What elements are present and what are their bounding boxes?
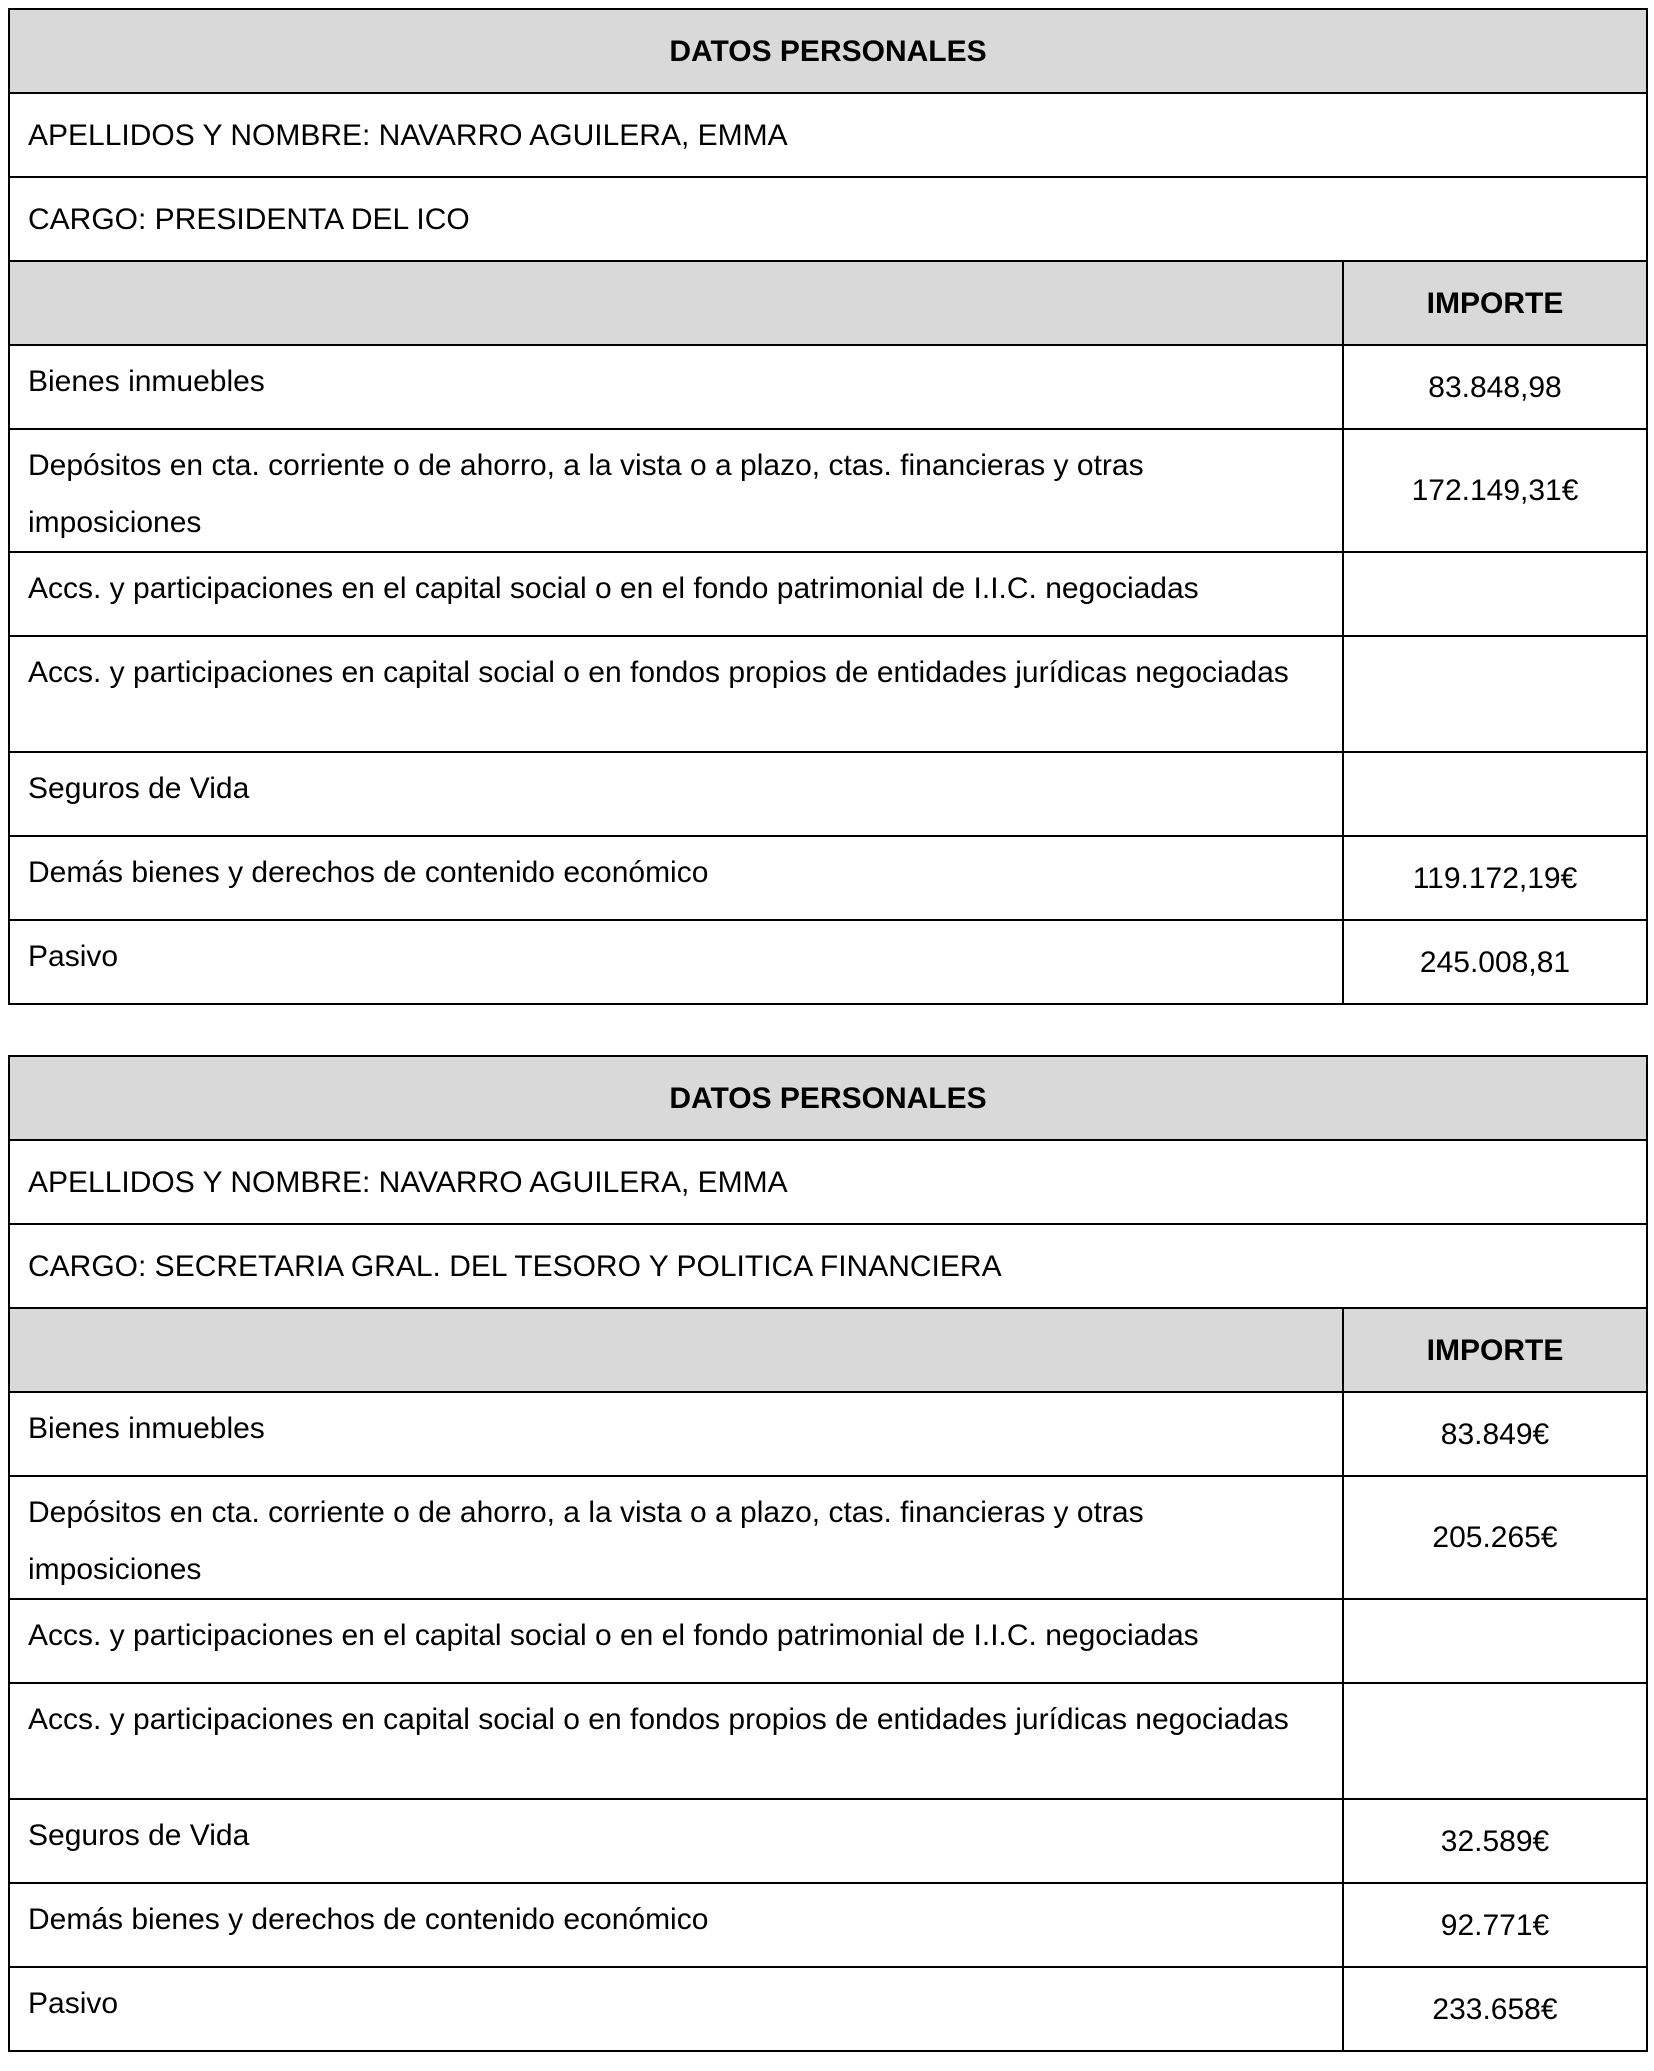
row-label: Accs. y participaciones en el capital social o en el fondo patrimonial de I.I.C. negociadas xyxy=(9,552,1343,636)
row-amount: 245.008,81 xyxy=(1343,920,1647,1004)
row-amount: 32.589€ xyxy=(1343,1799,1647,1883)
concept-column-header xyxy=(9,261,1343,345)
table-row xyxy=(9,345,1647,429)
row-label: Bienes inmuebles xyxy=(9,1392,1343,1476)
table-row xyxy=(9,1599,1647,1683)
table-row xyxy=(9,552,1647,636)
name-line: APELLIDOS Y NOMBRE: NAVARRO AGUILERA, EMMA xyxy=(9,1140,1647,1224)
row-amount: 205.265€ xyxy=(1343,1476,1647,1599)
table-row xyxy=(9,836,1647,920)
row-label: Pasivo xyxy=(9,920,1343,1004)
row-label: Seguros de Vida xyxy=(9,1799,1343,1883)
table-row xyxy=(9,1883,1647,1967)
row-amount: 92.771€ xyxy=(1343,1883,1647,1967)
amount-column-header: IMPORTE xyxy=(1343,1308,1647,1392)
table-row xyxy=(9,1392,1647,1476)
row-amount xyxy=(1343,552,1647,636)
cargo-line: CARGO: SECRETARIA GRAL. DEL TESORO Y POLITICA FINANCIERA xyxy=(9,1224,1647,1308)
table-row xyxy=(9,1799,1647,1883)
row-amount: 172.149,31€ xyxy=(1343,429,1647,552)
row-label: Depósitos en cta. corriente o de ahorro, a la vista o a plazo, ctas. financieras y otras imposiciones xyxy=(9,1476,1343,1599)
table-row xyxy=(9,752,1647,836)
row-amount: 83.848,98 xyxy=(1343,345,1647,429)
table-row xyxy=(9,1476,1647,1599)
row-label: Demás bienes y derechos de contenido económico xyxy=(9,1883,1343,1967)
row-label: Seguros de Vida xyxy=(9,752,1343,836)
row-amount xyxy=(1343,752,1647,836)
table-row xyxy=(9,1683,1647,1799)
concept-column-header xyxy=(9,1308,1343,1392)
row-label: Accs. y participaciones en capital social o en fondos propios de entidades jurídicas negociadas xyxy=(9,1683,1343,1799)
name-line: APELLIDOS Y NOMBRE: NAVARRO AGUILERA, EMMA xyxy=(9,93,1647,177)
table-row xyxy=(9,636,1647,752)
table-row xyxy=(9,920,1647,1004)
row-label: Pasivo xyxy=(9,1967,1343,2051)
section-header: DATOS PERSONALES xyxy=(9,9,1647,93)
row-amount: 119.172,19€ xyxy=(1343,836,1647,920)
declaration-table-1 xyxy=(8,8,1648,1005)
row-label: Accs. y participaciones en capital social o en fondos propios de entidades jurídicas negociadas xyxy=(9,636,1343,752)
row-label: Depósitos en cta. corriente o de ahorro, a la vista o a plazo, ctas. financieras y otras imposiciones xyxy=(9,429,1343,552)
row-label: Bienes inmuebles xyxy=(9,345,1343,429)
row-amount xyxy=(1343,1599,1647,1683)
row-amount: 233.658€ xyxy=(1343,1967,1647,2051)
row-label: Demás bienes y derechos de contenido económico xyxy=(9,836,1343,920)
declaration-table-2 xyxy=(8,1055,1648,2052)
table-row xyxy=(9,1967,1647,2051)
row-amount: 83.849€ xyxy=(1343,1392,1647,1476)
cargo-line: CARGO: PRESIDENTA DEL ICO xyxy=(9,177,1647,261)
table-row xyxy=(9,429,1647,552)
row-amount xyxy=(1343,636,1647,752)
row-label: Accs. y participaciones en el capital social o en el fondo patrimonial de I.I.C. negociadas xyxy=(9,1599,1343,1683)
row-amount xyxy=(1343,1683,1647,1799)
section-header: DATOS PERSONALES xyxy=(9,1056,1647,1140)
amount-column-header: IMPORTE xyxy=(1343,261,1647,345)
